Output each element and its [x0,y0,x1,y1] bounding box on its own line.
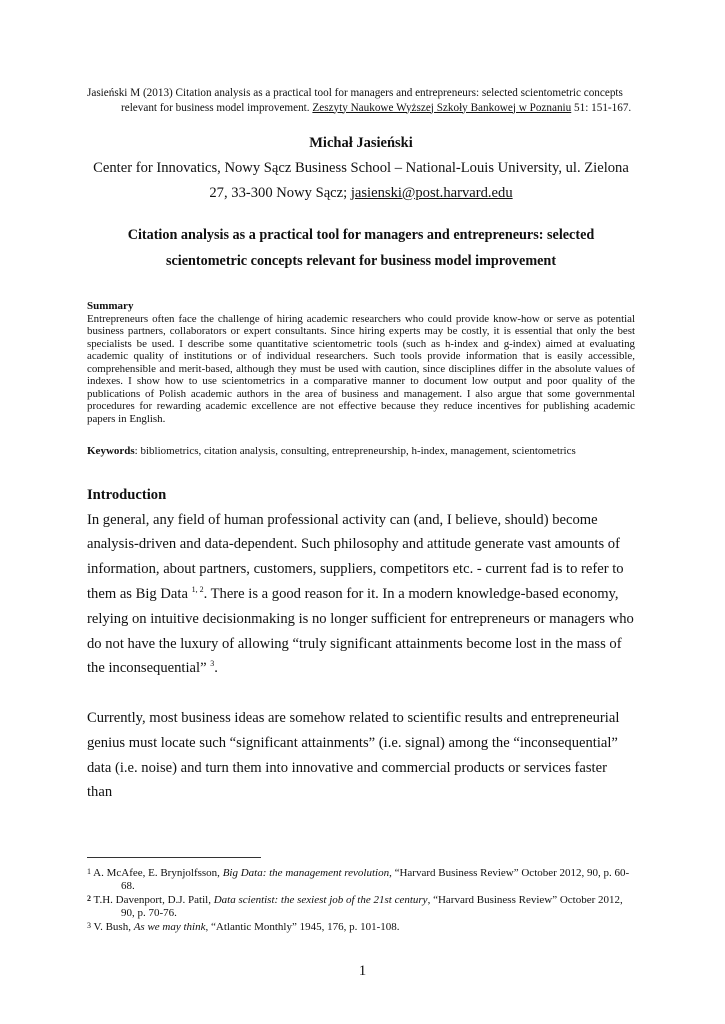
footnote-source: , “Atlantic Monthly” 1945, 176, p. 101-108. [205,920,400,933]
footnote-3 [87,920,635,934]
footnote-number: 3 [87,920,91,930]
footnote-title: As we may think [133,920,206,933]
footnote-title: Data scientist: the sexiest job of the 21st century [213,893,428,906]
intro-paragraph-1 [87,508,635,682]
footnote-text: T.H. Davenport, D.J. Patil, [91,893,214,906]
citation-line [87,86,635,115]
author-email-link[interactable]: jasienski@post.harvard.edu [350,184,513,201]
citation-prefix: Jasieński M (2013) Citation analysis as a practical tool for managers and entrepreneurs: selected scientometric concepts relevant for business model improvement. [87,87,623,114]
intro-p1-part-a: In general, any field of human professional activity can (and, I believe, should) become analysis-driven and data-dependent. Such philosophy and attitude generate vast amounts of information, about partners, customers, suppliers, competitors etc. - current fad is to refer to them as Big Data [87,511,624,602]
intro-paragraph-2: Currently, most business ideas are somehow related to scientific results and entrepreneurial genius must locate such “significant attainments” (i.e. signal) among the “inconsequential” data (i.e. noise) and turn them into innovative and commercial products or services faster than [87,710,620,801]
footnote-number: 1 [87,867,91,876]
summary-heading: Summary [87,300,134,312]
keywords-text: : bibliometrics, citation analysis, consulting, entrepreneurship, h-index, management, scientometrics [134,444,576,457]
introduction-body [87,508,635,806]
paper-page [87,86,635,805]
citation-suffix: 51: 151-167. [571,101,632,114]
affiliation [87,156,635,205]
footnote-divider [87,857,261,858]
footnote-2 [87,893,635,920]
footnote-ref-1-2[interactable]: 1, 2 [191,584,204,594]
footnote-title: Big Data: the management revolution [222,867,390,879]
footnote-text: V. Bush, [91,920,134,933]
footnote-number: 2 [87,893,91,903]
introduction-heading: Introduction [87,486,167,503]
intro-p1-part-b: . There is a good reason for it. In a modern knowledge-based economy, relying on intuitive decisionmaking is no longer sufficient for entrepreneurs or managers who do not have the luxury of allowing “truly significant attainments become lost in the mass of the inconsequential” [87,585,634,677]
footnote-ref-3[interactable]: 3 [210,659,215,669]
footnote-text: A. McAfee, E. Brynjolfsson, [91,867,223,879]
citation-journal[interactable]: Zeszyty Naukowe Wyższej Szkoły Bankowej w Poznaniu [312,101,572,114]
footnotes [87,866,635,934]
keywords-label: Keywords [87,444,135,457]
affiliation-text: Center for Innovatics, Nowy Sącz Business School – National-Louis University, ul. Zielona 27, 33-300 Nowy Sącz; [93,160,629,201]
author-name: Michał Jasieński [309,135,413,151]
keywords-line [87,445,635,458]
footnote-1 [87,866,635,893]
paper-title: Citation analysis as a practical tool for managers and entrepreneurs: selected scientometric concepts relevant for business model improvement [127,227,595,269]
footnote-source: , “Harvard Business Review” October 2012, 90, p. 60-68. [121,867,630,892]
intro-p1-part-c: . [214,660,218,677]
summary-text: Entrepreneurs often face the challenge of hiring academic researchers who could provide know-how or serve as potential business partners, collaborators or expert consultants. Since hiring experts may be costly, it is essential that only the best specialists be used. I describe some quantitative scientometric tools (such as h-index and g-index) aimed at evaluating academic quality of institutions or of individual researchers. Such tools provide information that is easily accessible, comprehensible and merit-based, although they must be used with caution, since disciplines differ in the absolute values of indexes. I show how to use scientometrics in a comparative manner to document low output and poor quality of the publications of Polish academic authors in the area of business and management. I also argue that some governmental procedures for rewarding academic excellence are not effective because they reduce incentives for publishing academic papers in English. [87,312,635,425]
footnote-source: , “Harvard Business Review” October 2012, 90, p. 70-76. [121,893,623,919]
page-number: 1 [358,963,367,979]
